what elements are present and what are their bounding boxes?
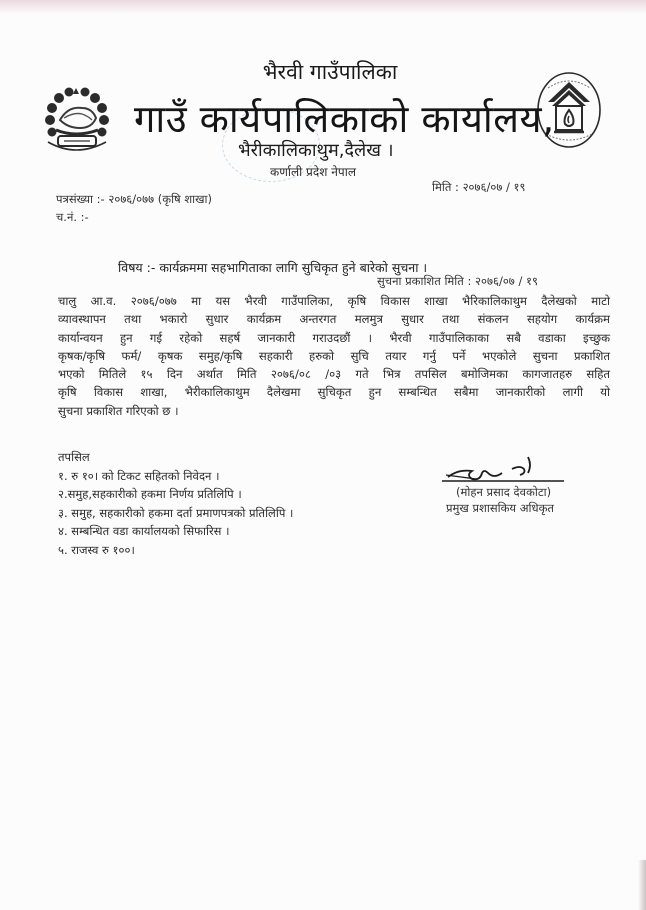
body-line: चालु आ.व. २०७६/०७७ मा यस भैरवी गाउँपालिका, कृषि विकास शाखा भैरिकालिकाथुम दैलेखको माटो	[58, 294, 610, 308]
body-line: कृषि विकास शाखा, भैरीकालिकाथुम दैलेखमा सुचिकृत हुन सम्बन्धित सबैमा जानकारीको लागी यो	[58, 385, 610, 400]
nepal-government-emblem-icon	[40, 86, 114, 154]
letter-date: मिति : २०७६/०७ / १९	[432, 180, 526, 194]
dispatch-number: च.नं. :-	[56, 210, 89, 224]
annex-item: ५. राजस्व रु १००।	[58, 542, 135, 557]
annex-title: तपसिल	[58, 450, 90, 464]
notice-published-date: सुचना प्रकाशित मिति : २०७६/०७ / १९	[377, 274, 538, 288]
body-line: सुचना प्रकाशित गरिएको छ ।	[58, 403, 179, 418]
office-address: भैरीकालिकाथुम,दैलेख ।	[238, 140, 394, 161]
office-title: गाउँ कार्यपालिकाको कार्यालय,	[134, 97, 555, 141]
handwritten-signature	[440, 455, 565, 485]
body-line: भएको मितिले १५ दिन अर्थात मिति २०७६/०८ /०३ गते भित्र तपसिल बमोजिमका कागजातहरु सहित	[58, 367, 610, 382]
municipality-name: भैरवी गाउँपालिका	[262, 60, 398, 84]
annex-item: ३. समुह, सहकारीको हकमा दर्ता प्रमाणपत्रको प्रतिलिपि ।	[58, 505, 294, 520]
annex-list	[58, 448, 293, 560]
body-line: व्यावस्थापन तथा भकारो सुधार कार्यक्रम अन्तरगत मलमुत्र सुधार तथा संकलन सहयोग कार्यक्रम	[58, 312, 610, 327]
scan-corner-shadow	[638, 860, 646, 910]
subject-line: विषय :- कार्यक्रममा सहभागिताका लागि सुचिकृत हुने बारेको सुचना ।	[118, 260, 428, 275]
annex-item: २.समुह,सहकारीको हकमा निर्णय प्रतिलिपि ।	[58, 487, 242, 502]
annex-item: १. रु १०। को टिकट सहितको निवेदन ।	[58, 468, 220, 483]
province-line: कर्णाली प्रदेश नेपाल	[270, 165, 356, 179]
signatory-title: प्रमुख प्रशासकिय अधिकृत	[446, 501, 554, 515]
notice-body	[58, 292, 610, 420]
reference-number: पत्रसंख्या :- २०७६/०७७ (कृषि शाखा)	[56, 192, 213, 206]
annex-item: ४. सम्बन्धित वडा कार्यालयको सिफारिस ।	[58, 524, 230, 539]
signatory-name: (मोहन प्रसाद देवकोटा)	[456, 485, 552, 499]
body-line: कार्यान्वयन हुन गई रहेको सहर्ष जानकारी गराउदछौं । भैरवी गाउँपालिकाका सबै वडाका इच्छुक	[58, 330, 610, 345]
scan-top-edge	[0, 0, 646, 14]
body-line: कृषक/कृषि फर्म/ कृषक समुह/कृषि सहकारी हरुको सुचि तयार गर्नु पर्ने भएकोले सुचना प्रकाशित	[58, 348, 610, 363]
